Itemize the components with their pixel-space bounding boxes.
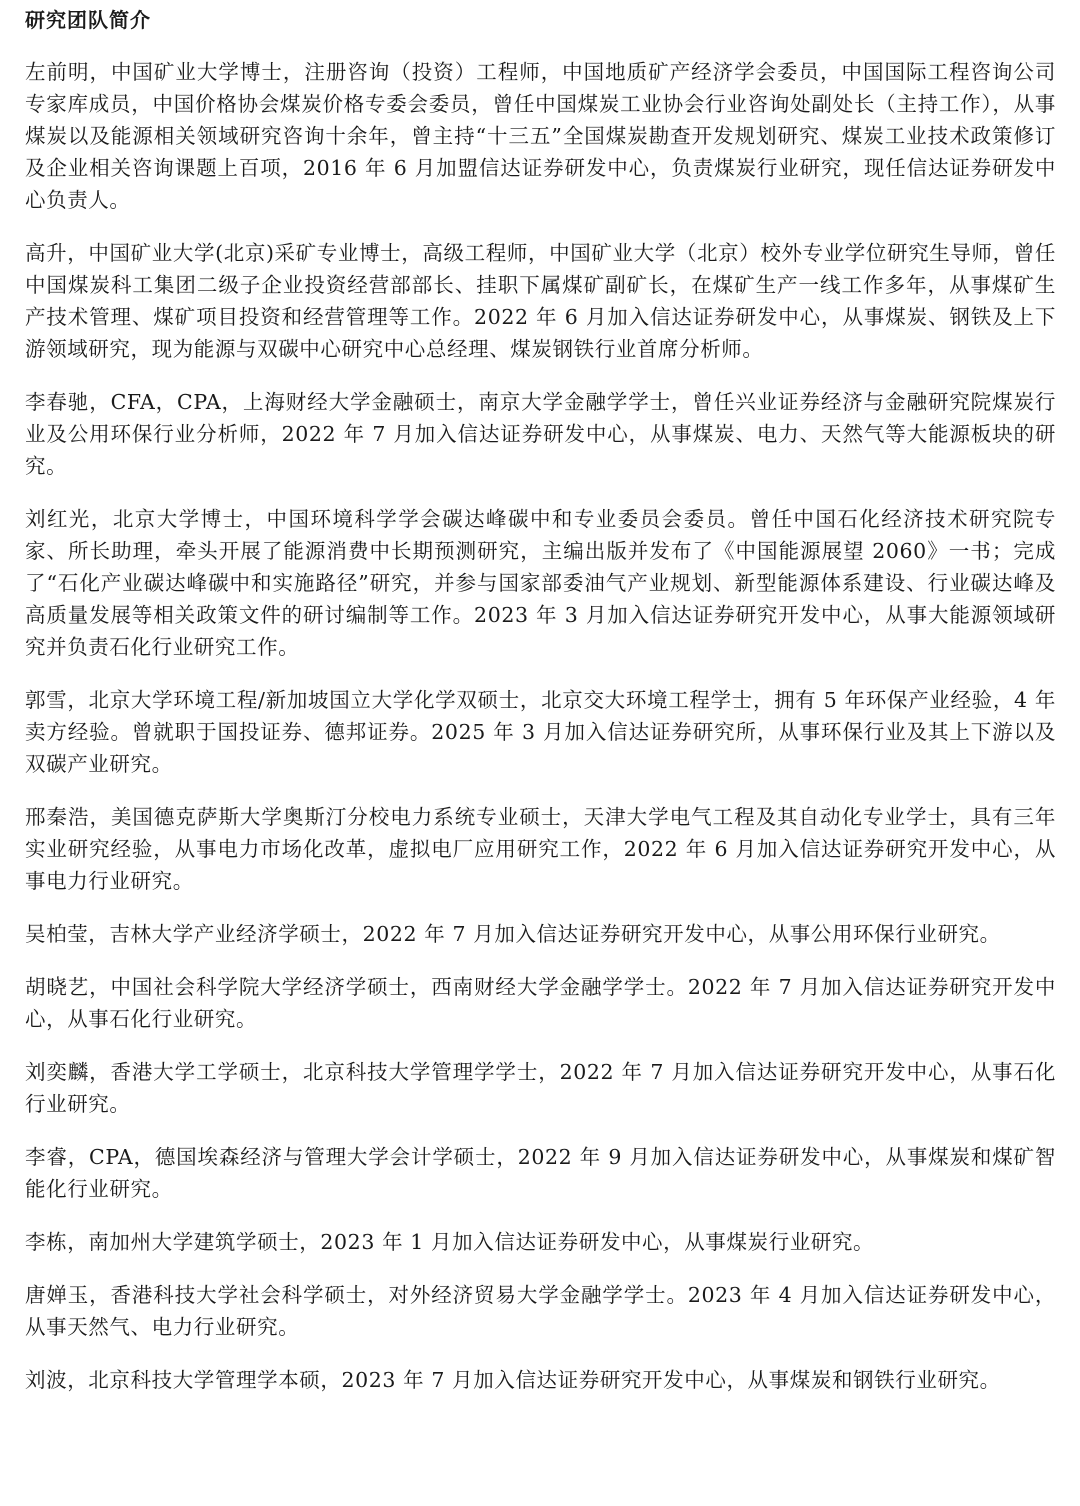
bio-paragraph-zuo-qianming: 左前明，中国矿业大学博士，注册咨询（投资）工程师，中国地质矿产经济学会委员，中国国际工程咨询公司专家库成员，中国价格协会煤炭价格专委会委员，曾任中国煤炭工业协会行业咨询处副处长（主持工作），从事煤炭以及能源相关领域研究咨询十余年，曾主持“十三五”全国煤炭勘查开发规划研究、煤炭工业技术政策修订及企业相关咨询课题上百项，2016 年 6 月加盟信达证券研发中心，负责煤炭行业研究，现任信达证券研发中心负责人。 — [25, 60, 1056, 212]
bio-paragraph-wu-baiying: 吴柏莹，吉林大学产业经济学硕士，2022 年 7 月加入信达证券研究开发中心，从事公用环保行业研究。 — [25, 922, 1001, 946]
bio-paragraph-hu-xiaoyi: 胡晓艺，中国社会科学院大学经济学硕士，西南财经大学金融学学士。2022 年 7 月加入信达证券研究开发中心，从事石化行业研究。 — [25, 975, 1056, 1031]
section-heading: 研究团队简介 — [25, 8, 151, 32]
bio-paragraph-liu-yilin: 刘奕麟，香港大学工学硕士，北京科技大学管理学学士，2022 年 7 月加入信达证券研究开发中心，从事石化行业研究。 — [25, 1060, 1056, 1116]
bio-paragraph-li-rui: 李睿，CPA，德国埃森经济与管理大学会计学硕士，2022 年 9 月加入信达证券研发中心，从事煤炭和煤矿智能化行业研究。 — [25, 1145, 1056, 1201]
bio-paragraph-tang-chanyu: 唐婵玉，香港科技大学社会科学硕士，对外经济贸易大学金融学学士。2023 年 4 月加入信达证券研发中心，从事天然气、电力行业研究。 — [25, 1283, 1056, 1339]
bio-paragraph-liu-bo: 刘波，北京科技大学管理学本硕，2023 年 7 月加入信达证券研究开发中心，从事煤炭和钢铁行业研究。 — [25, 1368, 1001, 1392]
bio-paragraph-guo-xue: 郭雪，北京大学环境工程/新加坡国立大学化学双硕士，北京交大环境工程学士，拥有 5 年环保产业经验，4 年卖方经验。曾就职于国投证券、德邦证券。2025 年 3 月加入信达证券研究所，从事环保行业及其上下游以及双碳产业研究。 — [25, 688, 1056, 776]
bio-paragraph-gao-sheng: 高升，中国矿业大学(北京)采矿专业博士，高级工程师，中国矿业大学（北京）校外专业学位研究生导师，曾任中国煤炭科工集团二级子企业投资经营部部长、挂职下属煤矿副矿长，在煤矿生产一线工作多年，从事煤矿生产技术管理、煤矿项目投资和经营管理等工作。2022 年 6 月加入信达证券研发中心，从事煤炭、钢铁及上下游领域研究，现为能源与双碳中心研究中心总经理、煤炭钢铁行业首席分析师。 — [25, 241, 1056, 361]
bio-paragraph-liu-hongguang: 刘红光，北京大学博士，中国环境科学学会碳达峰碳中和专业委员会委员。曾任中国石化经济技术研究院专家、所长助理，牵头开展了能源消费中长期预测研究，主编出版并发布了《中国能源展望 2060》一书；完成了“石化产业碳达峰碳中和实施路径”研究，并参与国家部委油气产业规划、新型能源体系建设、行业碳达峰及高质量发展等相关政策文件的研讨编制等工作。2023 年 3 月加入信达证券研究开发中心，从事大能源领域研究并负责石化行业研究工作。 — [25, 507, 1056, 659]
bio-paragraph-xing-qinhao: 邢秦浩，美国德克萨斯大学奥斯汀分校电力系统专业硕士，天津大学电气工程及其自动化专业学士，具有三年实业研究经验，从事电力市场化改革，虚拟电厂应用研究工作，2022 年 6 月加入信达证券研究开发中心，从事电力行业研究。 — [25, 805, 1056, 893]
bio-paragraph-li-dong: 李栋，南加州大学建筑学硕士，2023 年 1 月加入信达证券研发中心，从事煤炭行业研究。 — [25, 1230, 875, 1254]
bio-paragraph-li-chunchi: 李春驰，CFA，CPA，上海财经大学金融硕士，南京大学金融学学士，曾任兴业证券经济与金融研究院煤炭行业及公用环保行业分析师，2022 年 7 月加入信达证券研发中心，从事煤炭、电力、天然气等大能源板块的研究。 — [25, 390, 1056, 478]
